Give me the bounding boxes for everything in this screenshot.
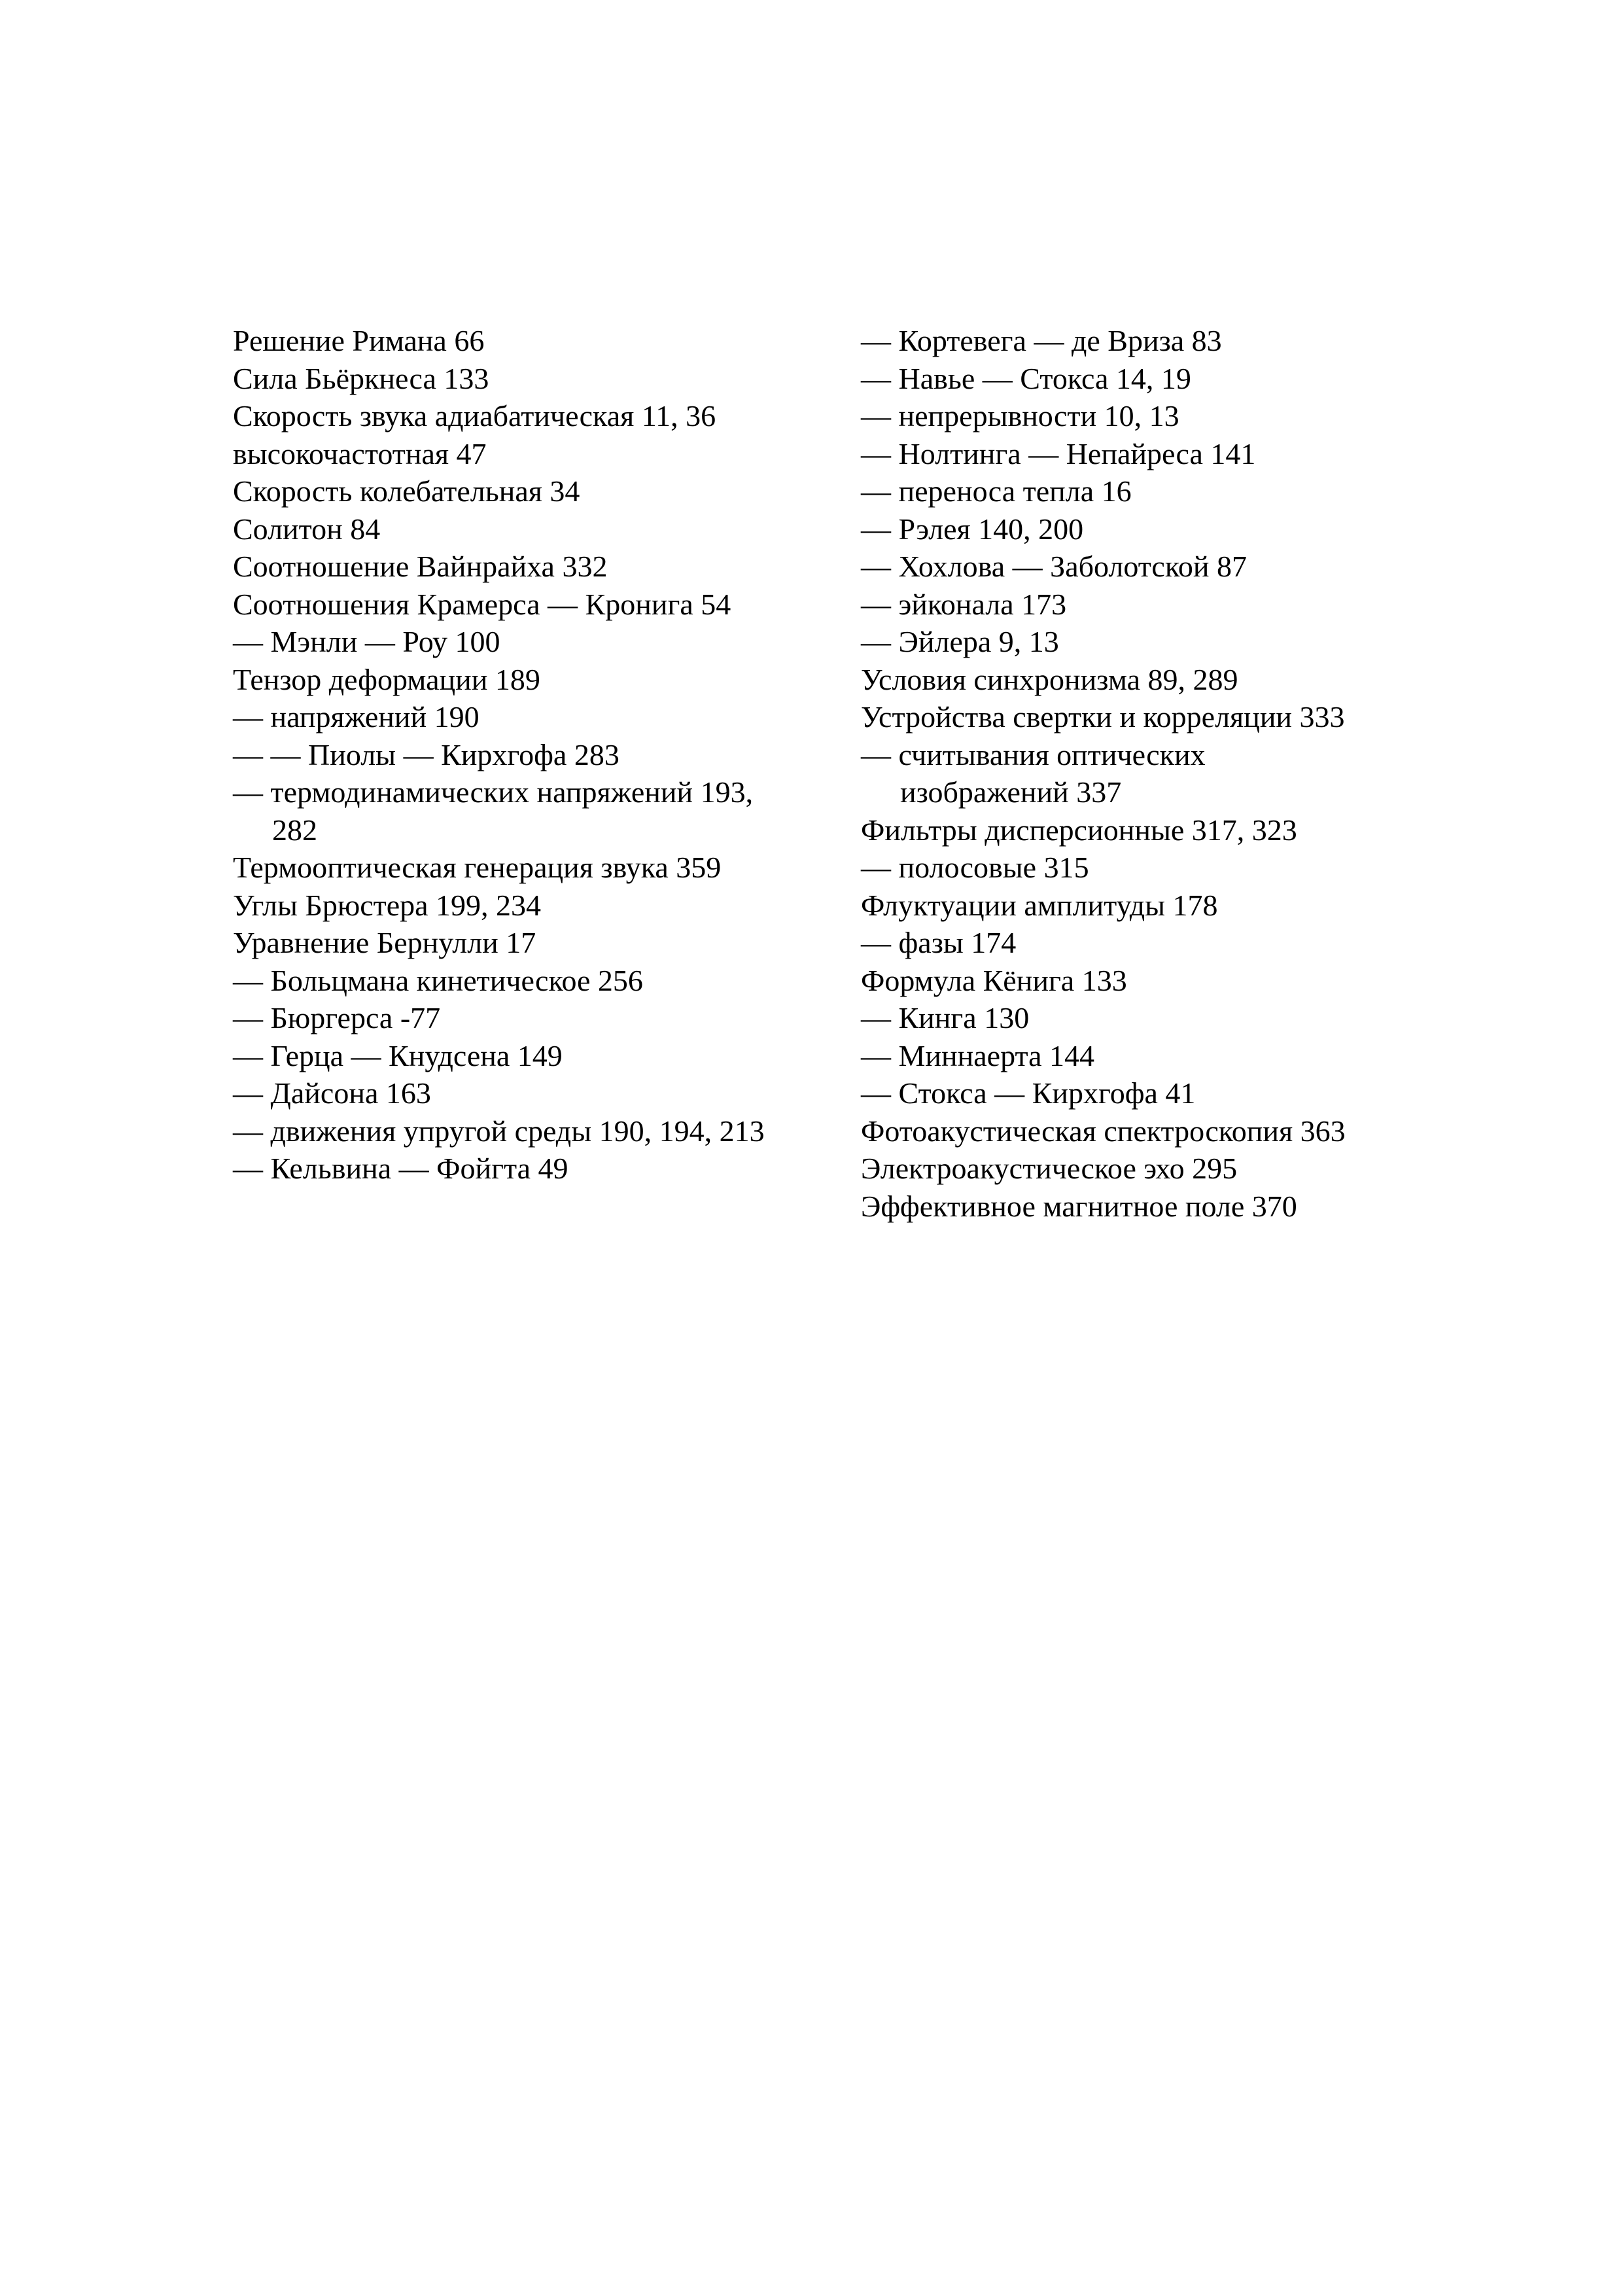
index-entry: Соотношение Вайнрайха 332	[233, 550, 608, 583]
index-column-right	[861, 322, 1515, 1225]
index-entry: — Стокса — Кирхгофа 41	[861, 1076, 1196, 1110]
index-entry: — Бюргерса -77	[233, 1001, 441, 1034]
index-entry: — Дайсона 163	[233, 1076, 431, 1110]
index-entry: Уравнение Бернулли 17	[233, 926, 536, 959]
index-entry: — переноса тепла 16	[861, 474, 1132, 508]
index-entry: Фотоакустическая спектроскопия 363	[861, 1114, 1346, 1148]
index-entry: Фильтры дисперсионные 317, 323	[861, 813, 1297, 847]
index-entry: высокочастотная 47	[233, 436, 487, 470]
index-entry: — напряжений 190	[233, 700, 480, 733]
index-entry: — Больцмана кинетическое 256	[233, 963, 643, 997]
index-entry: — термодинамических напряжений 193, 282	[233, 775, 754, 847]
index-entry: — считывания оптических изображений 337	[861, 737, 1206, 809]
index-entry: Скорость колебательная 34	[233, 474, 580, 508]
index-entry: — — Пиолы — Кирхгофа 283	[233, 737, 620, 771]
index-entry: — Рэлея 140, 200	[861, 512, 1084, 546]
index-entry: — Кинга 130	[861, 1001, 1030, 1034]
index-entry: — Навье — Стокса 14, 19	[861, 361, 1191, 395]
index-entry: Электроакустическое эхо 295	[861, 1152, 1238, 1185]
index-entry: Эффективное магнитное поле 370	[861, 1189, 1297, 1223]
index-entry: Условия синхронизма 89, 289	[861, 662, 1238, 696]
index-entry: — фазы 174	[861, 926, 1017, 959]
index-entry: — полосовые 315	[861, 851, 1089, 884]
index-entry: — Миннаерта 144	[861, 1038, 1095, 1072]
index-entry: — Кортевега — де Вриза 83	[861, 324, 1222, 357]
index-entry: Термооптическая генерация звука 359	[233, 851, 722, 884]
index-entry: — Хохлова — Заболотской 87	[861, 550, 1247, 583]
index-entry: — Нолтинга — Непайреса 141	[861, 436, 1256, 470]
index-entry: Соотношения Крамерса — Кронига 54	[233, 587, 731, 621]
index-entry: Формула Кёнига 133	[861, 963, 1127, 997]
index-entry: — Кельвина — Фойгта 49	[233, 1152, 568, 1185]
index-entry: Скорость звука адиабатическая 11, 36	[233, 399, 716, 433]
index-entry: Флуктуации амплитуды 178	[861, 888, 1218, 922]
index-entry: — Эйлера 9, 13	[861, 625, 1059, 658]
index-entry: Решение Римана 66	[233, 324, 485, 357]
index-entry: — непрерывности 10, 13	[861, 399, 1179, 433]
index-column-left	[233, 322, 874, 1188]
index-entry: — эйконала 173	[861, 587, 1067, 621]
index-entry: Сила Бьёркнеса 133	[233, 361, 489, 395]
index-entry: Углы Брюстера 199, 234	[233, 888, 542, 922]
index-entry: Тензор деформации 189	[233, 662, 540, 696]
index-entry: — Герца — Кнудсена 149	[233, 1038, 563, 1072]
index-entry: — Мэнли — Роу 100	[233, 625, 500, 658]
index-entry: — движения упругой среды 190, 194, 213	[233, 1114, 765, 1148]
index-entry: Устройства свертки и корреляции 333	[861, 700, 1345, 733]
index-entry: Солитон 84	[233, 512, 381, 546]
